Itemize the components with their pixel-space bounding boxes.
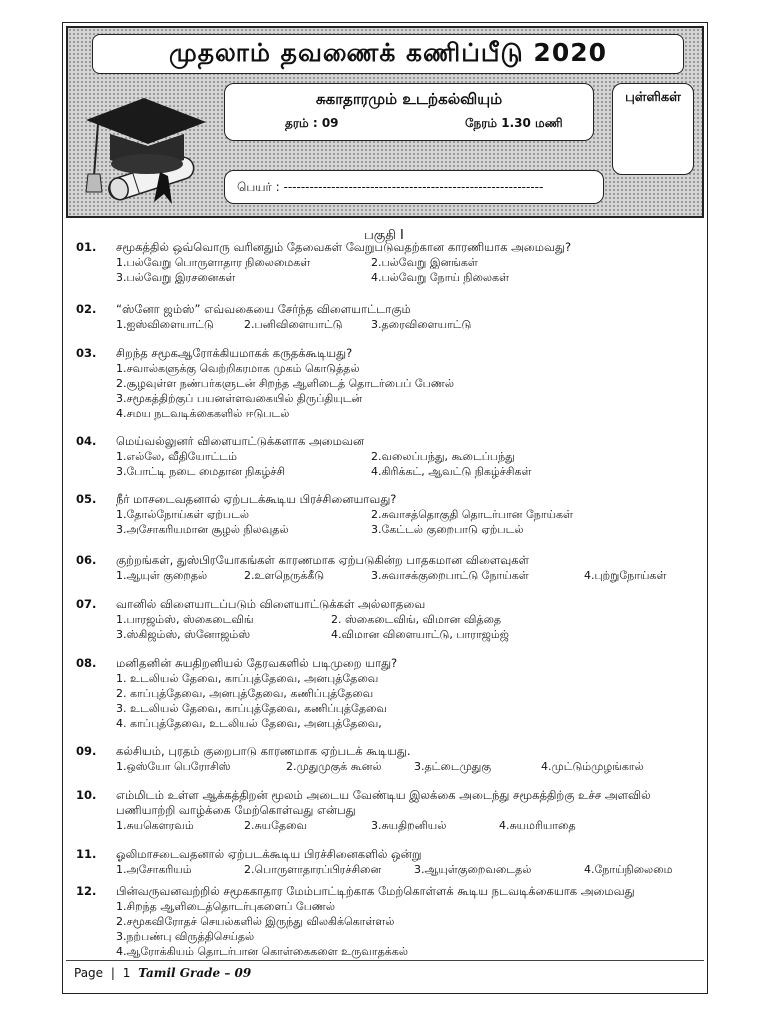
option: 2.முதுமுகுக் கூனல் bbox=[286, 760, 382, 773]
question-number: 04. bbox=[76, 434, 97, 448]
option: 3.கேட்டல் குறைபாடு ஏற்படல் bbox=[371, 523, 524, 536]
question-number: 12. bbox=[76, 884, 97, 898]
option: 3.தட்டைமுதுகு bbox=[414, 760, 492, 773]
question-text: மெய்வல்லுனர் விளையாட்டுக்களாக அமைவன bbox=[116, 434, 365, 448]
question-number: 02. bbox=[76, 302, 97, 316]
option: 3.ஆயுள்குறைவடைதல் bbox=[414, 863, 532, 876]
question-text: கல்சியம், புரதம் குறைபாடு காரணமாக ஏற்படக் கூடியது. bbox=[116, 744, 411, 758]
section-title: பகுதி I bbox=[364, 228, 404, 243]
option: 4.புற்றுநோய்கள் bbox=[584, 569, 667, 582]
exam-header bbox=[66, 26, 704, 218]
option: 1. உடலியல் தேவை, காப்புத்தேவை, அனபுத்தேவை bbox=[116, 672, 379, 685]
option: 4.ஆரோக்கியம் தொடர்பான கொள்கைகளை உருவாதக்கல் bbox=[116, 945, 408, 958]
question-number: 01. bbox=[76, 240, 97, 254]
option: 3.சுயதிறனியல் bbox=[371, 819, 447, 832]
marks-label: புள்ளிகள் bbox=[625, 90, 681, 105]
marks-box bbox=[612, 83, 694, 175]
option: 1.தோல்நோய்கள் ஏற்படல் bbox=[116, 508, 249, 521]
subject-title: சுகாதாரமும் உடற்கல்வியும் bbox=[315, 90, 503, 108]
option: 2.சூழவுள்ள நண்பர்களுடன் சிறந்த ஆளிடைத் தொடர்பைப் பேணல் bbox=[116, 377, 454, 390]
option: 3.சமூகத்திற்குப் பயனள்ளவகையில் திருப்தியுடன் bbox=[116, 392, 363, 405]
option: 4.கிரிக்கட், ஆவட்டு நிகழ்ச்சிகள் bbox=[371, 465, 532, 478]
option: 2.வலைப்பந்து, கூடைப்பந்து bbox=[371, 450, 515, 463]
option: 1.சுயகௌரவம் bbox=[116, 819, 194, 832]
graduation-cap-icon bbox=[76, 80, 216, 208]
question-text: ஓலிமாசடைவதனால் ஏற்படக்கூடிய பிரச்சினைகளில் ஒன்று bbox=[116, 847, 422, 861]
option: 2.சுவாசத்தொகுதி தொடர்பான நோய்கள் bbox=[371, 508, 573, 521]
option: 2.உளநெருக்கீடு bbox=[244, 569, 325, 582]
option: 1.அசோகரியம் bbox=[116, 863, 192, 876]
option: 4.விமான விளையாட்டு, பாராஜம்ஜ் bbox=[331, 628, 509, 641]
option: 1.பாரஜம்ஸ், ஸ்கைடைவிங் bbox=[116, 613, 254, 626]
option: 4.சுயமரியாதை bbox=[499, 819, 576, 832]
option: 2. காப்புத்தேவை, அனபுத்தேவை, கணிப்புத்தேவை bbox=[116, 687, 374, 700]
option: 4. காப்புத்தேவை, உடலியல் தேவை, அனபுத்தேவை, bbox=[116, 717, 382, 730]
option: 3.போட்டி நடை மைதான நிகழ்ச்சி bbox=[116, 465, 286, 478]
option: 3.பல்வேறு இரசனைகள் bbox=[116, 271, 236, 284]
option: 2.சுயதேவை bbox=[244, 819, 308, 832]
question-number: 10. bbox=[76, 788, 97, 802]
question-text: மனிதனின் சுயதிறனியல் தேரவகளில் படிமுறை யாது? bbox=[116, 656, 398, 670]
option: 4.சமய நடவடிக்கைகளில் ஈடுபடல் bbox=[116, 407, 290, 420]
question-text: எம்மிடம் உள்ள ஆக்கத்திறன் மூலம் அடைய வேண்டிய இலக்கை அடைந்து சமூகத்திற்கு உச்ச அளவில் பணியாற்றி வாழ்க்கை மேற்கொள்வது என்பது bbox=[116, 788, 651, 817]
question-text: குற்றங்கள், துஸ்பிரயோகங்கள் காரணமாக ஏற்படுகின்ற பாதகமான விளைவுகள் bbox=[116, 553, 529, 567]
exam-title: முதலாம் தவணைக் கணிப்பீடு 2020 bbox=[92, 34, 684, 74]
option: 2.பனிவிளையாட்டு bbox=[244, 318, 343, 331]
question-text: வானில் விளையாடப்படும் விளையாட்டுக்கள் அல்லாதவை bbox=[116, 597, 426, 611]
question-number: 08. bbox=[76, 656, 97, 670]
option: 2.பல்வேறு இனங்கள் bbox=[371, 256, 478, 269]
option: 1.ஒஸ்யோ பெரோசிஸ் bbox=[116, 760, 231, 773]
question-text: சிறந்த சமூகஆரோக்கியமாகக் கருதக்கூடியது? bbox=[116, 346, 353, 360]
option: 3.சுவாசக்குறைபாட்டு நோய்கள் bbox=[371, 569, 529, 582]
question-text: சமூகத்தில் ஒவ்வொரு வரினதும் தேவைகள் வேறுபடுவதற்கான காரணியாக அமைவது? bbox=[116, 240, 572, 254]
option: 1.எல்லே, வீதியோட்டம் bbox=[116, 450, 238, 463]
option: 1.ஆயுள் குறைதல் bbox=[116, 569, 208, 582]
footer-subject-tag: Tamil Grade – 09 bbox=[138, 966, 252, 980]
footer-separator: | bbox=[110, 966, 115, 980]
name-field: பெயர் : ------------------------------------------------------------ bbox=[224, 170, 604, 204]
question-number: 03. bbox=[76, 346, 97, 360]
option: 1.சிறந்த ஆளிடைத்தொடர்புகளைப் பேணல் bbox=[116, 900, 336, 913]
option: 3.நற்பண்பு விருத்திசெய்தல் bbox=[116, 930, 255, 943]
time-label: நேரம் 1.30 மணி bbox=[465, 116, 563, 130]
option: 1.பல்வேறு பொருளாதார நிலைமைகள் bbox=[116, 256, 311, 269]
question-text: “ஸ்னோ ஜம்ஸ்” எவ்வகையை சேர்ந்த விளையாட்டாகும் bbox=[116, 302, 411, 316]
option: 3. உடலியல் தேவை, காப்புத்தேவை, கணிப்புத்தேவை bbox=[116, 702, 387, 715]
option: 4.முட்டும்முழங்கால் bbox=[541, 760, 644, 773]
question-number: 09. bbox=[76, 744, 97, 758]
page-footer bbox=[74, 966, 251, 980]
question-number: 06. bbox=[76, 553, 97, 567]
question-number: 11. bbox=[76, 847, 97, 861]
option: 1.ஐஸ்விளையாட்டு bbox=[116, 318, 214, 331]
option: 2. ஸ்கைடைவிங், விமான வித்தை bbox=[331, 613, 502, 626]
option: 2.பொருளாதாரப்பிரச்சினை bbox=[244, 863, 382, 876]
question-text: நீர் மாசடைவதனால் ஏற்படக்கூடிய பிரச்சினையாவது? bbox=[116, 492, 397, 506]
question-text: பின்வருவனவற்றில் சமூககாதார மேம்பாட்டிற்காக மேற்கொள்ளக் கூடிய நடவடிக்கையாக அமைவது bbox=[116, 884, 635, 898]
footer-divider bbox=[66, 960, 704, 961]
subject-box bbox=[224, 83, 594, 141]
question-number: 07. bbox=[76, 597, 97, 611]
question-number: 05. bbox=[76, 492, 97, 506]
option: 4.பல்வேறு நோய் நிலைகள் bbox=[371, 271, 509, 284]
page-number: 1 bbox=[122, 966, 131, 980]
option: 4.நோய்நிலைமை bbox=[584, 863, 673, 876]
option: 2.சமூகவிரோதச் செயல்களில் இருந்து விலகிக்கொள்ளல் bbox=[116, 915, 395, 928]
option: 3.ஸ்கிஜம்ஸ், ஸ்னோஜம்ஸ் bbox=[116, 628, 251, 641]
option: 3.அசோகரியமான சூழல் நிலவுதல் bbox=[116, 523, 289, 536]
page-label: Page bbox=[74, 966, 104, 980]
option: 3.தரைவிளையாட்டு bbox=[371, 318, 472, 331]
grade-label: தரம் : 09 bbox=[285, 116, 339, 130]
option: 1.சவால்களுக்கு வெற்றிகரமாக முகம் கொடுத்தல் bbox=[116, 362, 360, 375]
